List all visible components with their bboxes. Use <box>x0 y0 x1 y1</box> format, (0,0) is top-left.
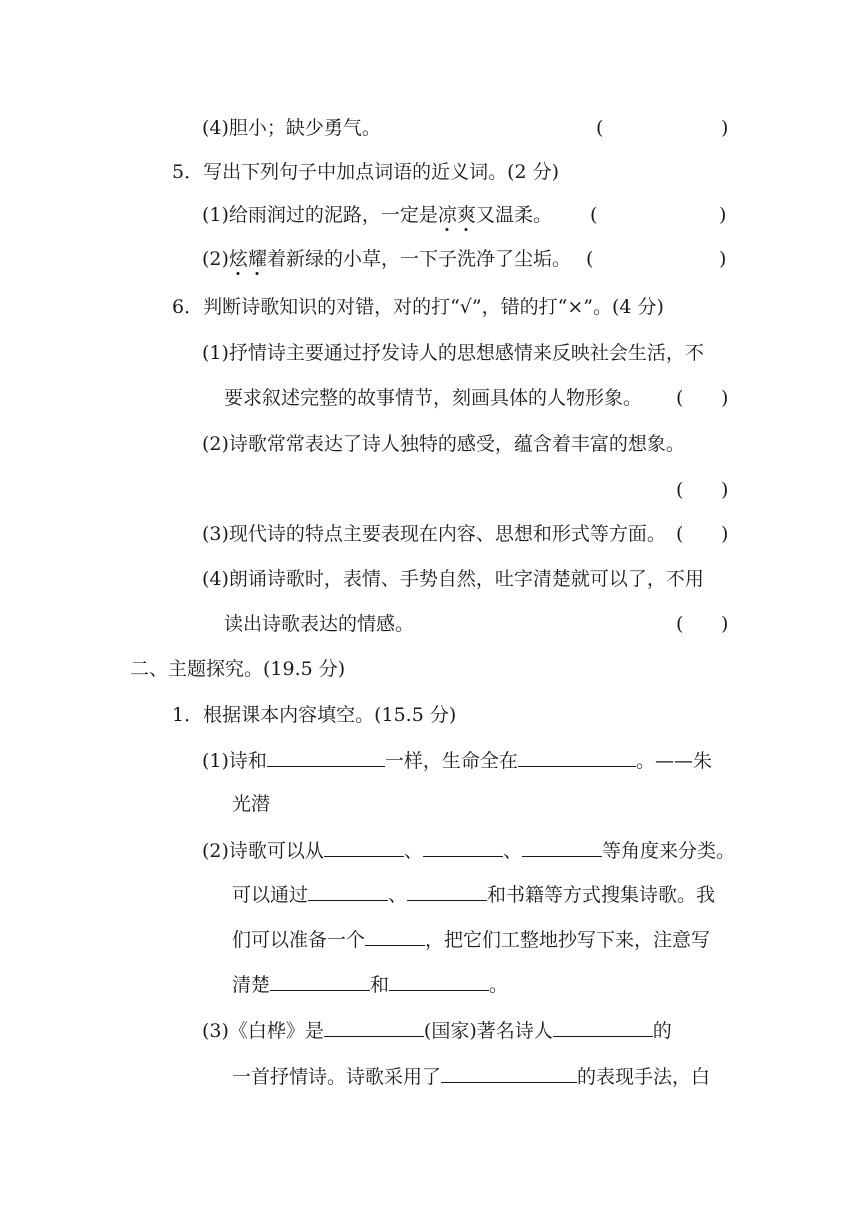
s2-q1-item2-line2 <box>232 882 715 907</box>
q6-item3: (3)现代诗的特点主要表现在内容、思想和形式等方面。 <box>202 523 666 545</box>
emphasis-char: 凉 <box>437 204 457 226</box>
s2-q1-item1-line2: 光潜 <box>232 793 271 815</box>
answer-open-paren: ( <box>590 204 598 226</box>
text: (国家)著名诗人 <box>423 1020 553 1042</box>
fill-blank[interactable] <box>324 838 404 857</box>
answer-close-paren: ) <box>719 204 727 226</box>
s2-q1-item2-line1 <box>202 838 735 863</box>
q6-item2-line1: (2)诗歌常常表达了诗人独特的感受，蕴含着丰富的想象。 <box>202 433 685 455</box>
s2-q1-item1-line1 <box>202 748 712 773</box>
text: ，把它们工整地抄写下来，注意写 <box>425 929 711 951</box>
answer-close-paren: ) <box>721 479 729 501</box>
q6-title: 6．判断诗歌知识的对错，对的打“√”，错的打“×”。(4 分) <box>172 296 664 318</box>
fill-blank[interactable] <box>270 972 370 991</box>
emphasis-char: 炫 <box>228 248 248 270</box>
fill-blank[interactable] <box>423 838 503 857</box>
text: 和 <box>370 974 390 996</box>
answer-open-paren: ( <box>676 523 684 545</box>
emphasis-char: 爽 <box>456 204 476 226</box>
text: 的 <box>652 1020 672 1042</box>
text: (1)诗和 <box>202 750 267 772</box>
emphasis-char: 耀 <box>247 248 267 270</box>
s2-q1-item3-line2 <box>232 1064 710 1089</box>
fill-blank[interactable] <box>522 838 602 857</box>
q5-item2-text-a: (2) <box>202 248 229 270</box>
q5-item2 <box>202 247 571 271</box>
s2-q1-title: 1．根据课本内容填空。(15.5 分) <box>172 704 457 726</box>
fill-blank[interactable] <box>518 748 636 767</box>
fill-blank[interactable] <box>365 927 425 946</box>
text: 可以通过 <box>232 884 309 906</box>
text: 清楚 <box>232 974 271 996</box>
answer-open-paren: ( <box>676 387 684 409</box>
answer-open-paren: ( <box>676 479 684 501</box>
s2-q1-item3-line1 <box>202 1018 672 1043</box>
text: (3)《白桦》是 <box>202 1020 324 1042</box>
text: 等角度来分类。 <box>601 840 735 862</box>
answer-open-paren: ( <box>586 248 594 270</box>
text: 。 <box>489 974 509 996</box>
answer-open-paren: ( <box>596 117 604 139</box>
text: 一首抒情诗。诗歌采用了 <box>232 1066 442 1088</box>
answer-open-paren: ( <box>676 613 684 635</box>
text: 们可以准备一个 <box>232 929 366 951</box>
fill-blank[interactable] <box>441 1064 577 1083</box>
fill-blank[interactable] <box>308 882 388 901</box>
text: 的表现手法，白 <box>577 1066 711 1088</box>
q6-item1-line1: (1)抒情诗主要通过抒发诗人的思想感情来反映社会生活，不 <box>202 342 704 364</box>
text: 、 <box>388 884 408 906</box>
q5-item1 <box>202 203 552 227</box>
q6-item4-line2: 读出诗歌表达的情感。 <box>224 613 415 635</box>
section2-title: 二、主题探究。(19.5 分) <box>130 658 346 680</box>
answer-close-paren: ) <box>719 248 727 270</box>
text: 。——朱 <box>635 750 712 772</box>
fill-blank[interactable] <box>267 748 385 767</box>
q5-item2-text-b: 着新绿的小草，一下子洗净了尘垢。 <box>266 248 571 270</box>
text: 、 <box>403 840 423 862</box>
fill-blank[interactable] <box>389 972 489 991</box>
fill-blank[interactable] <box>324 1018 424 1037</box>
q5-item1-text-a: (1)给雨润过的泥路，一定是 <box>202 204 438 226</box>
text: 一样，生命全在 <box>384 750 518 772</box>
text: 、 <box>502 840 522 862</box>
q5-item1-text-b: 又温柔。 <box>475 204 552 226</box>
text: 和书籍等方式搜集诗歌。我 <box>487 884 716 906</box>
fill-blank[interactable] <box>553 1018 653 1037</box>
answer-close-paren: ) <box>721 387 729 409</box>
fill-blank[interactable] <box>407 882 487 901</box>
answer-close-paren: ) <box>721 613 729 635</box>
q6-item1-line2: 要求叙述完整的故事情节，刻画具体的人物形象。 <box>224 387 643 409</box>
q6-item4-line1: (4)朗诵诗歌时，表情、手势自然，吐字清楚就可以了，不用 <box>202 568 704 590</box>
s2-q1-item2-line3 <box>232 927 710 952</box>
q5-title: 5．写出下列句子中加点词语的近义词。(2 分) <box>172 161 560 183</box>
q4-item4-text: (4)胆小；缺少勇气。 <box>202 117 381 139</box>
text: (2)诗歌可以从 <box>202 840 324 862</box>
answer-close-paren: ) <box>721 117 729 139</box>
s2-q1-item2-line4 <box>232 972 508 997</box>
answer-close-paren: ) <box>721 523 729 545</box>
